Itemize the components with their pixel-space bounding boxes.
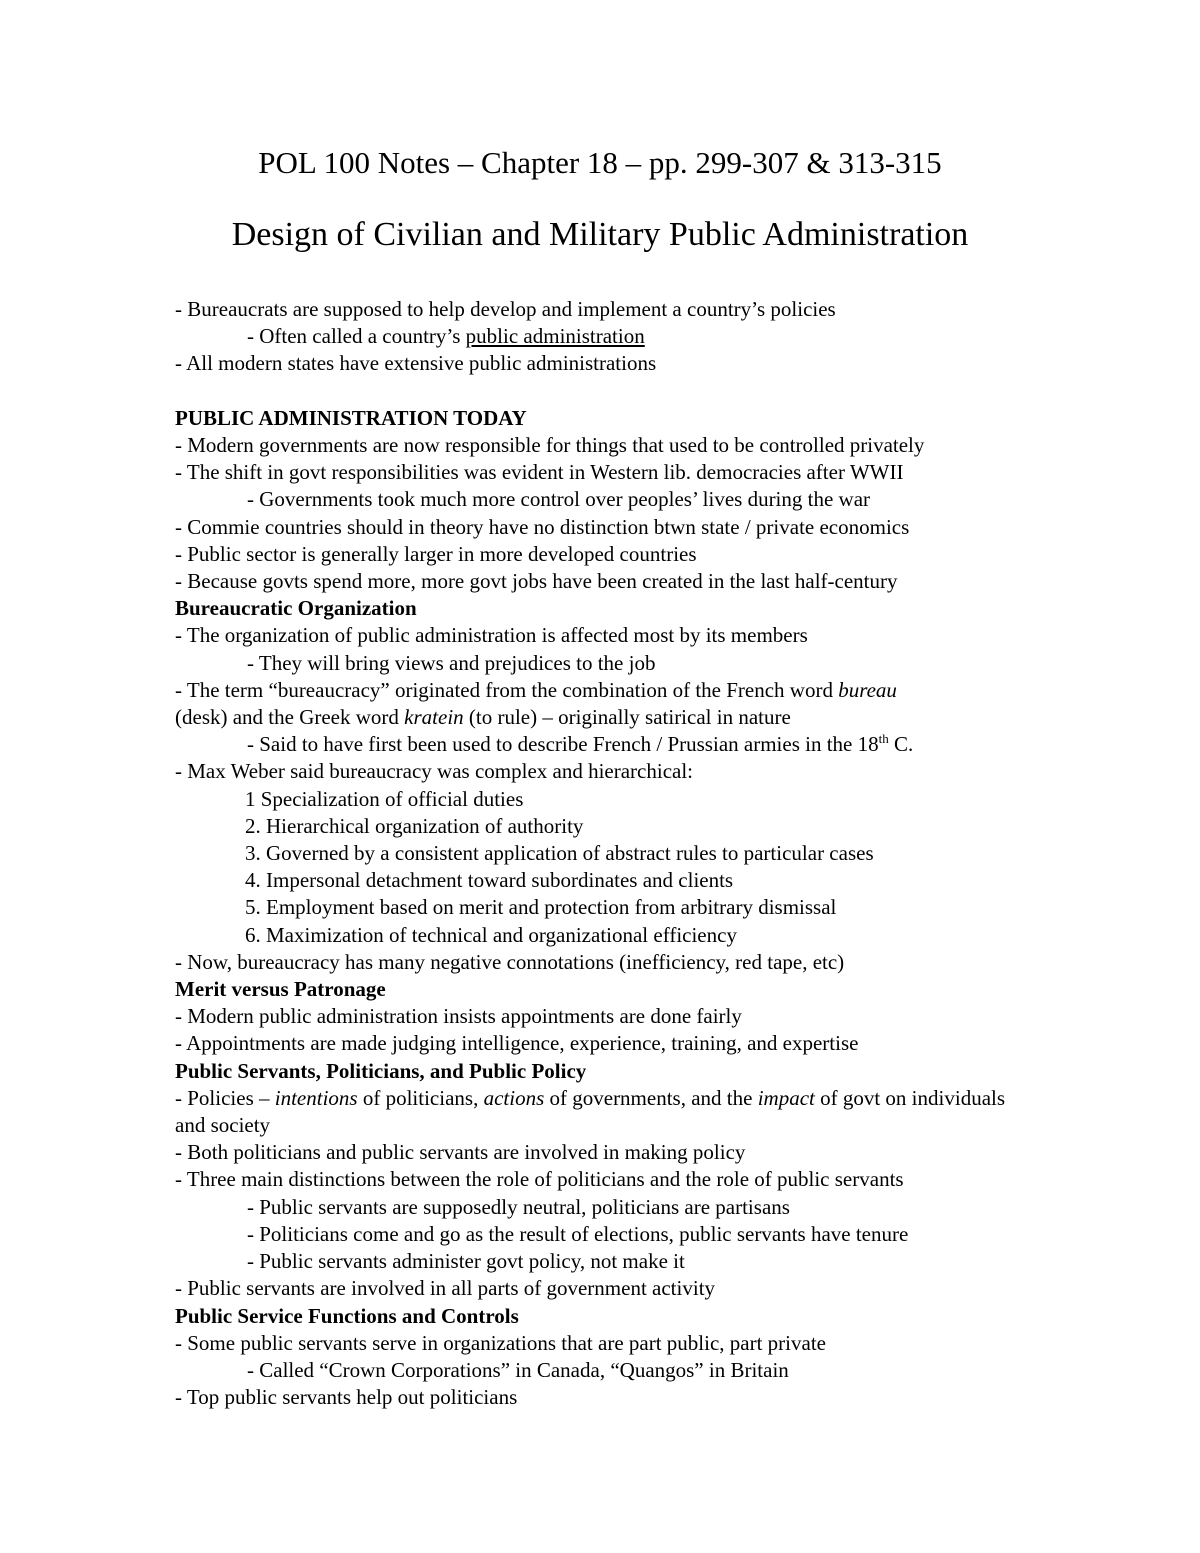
section-heading: Merit versus Patronage [175, 977, 386, 1002]
note-line: - Politicians come and go as the result of elections, public servants have tenure [247, 1221, 909, 1246]
note-line: - Commie countries should in theory have no distinction btwn state / private economics [175, 514, 910, 539]
weber-list-item: 4. Impersonal detachment toward subordinates and clients [245, 868, 734, 893]
note-line [175, 677, 1035, 731]
note-text: of governments, and the [544, 1085, 758, 1110]
blank-line [175, 378, 1035, 405]
italic-term: intentions [274, 1085, 358, 1110]
note-line: - Governments took much more control over peoples’ lives during the war [247, 487, 871, 512]
section-heading: Bureaucratic Organization [175, 596, 417, 621]
note-line: - Called “Crown Corporations” in Canada, “Quangos” in Britain [247, 1357, 789, 1382]
underlined-term: public administration [465, 324, 645, 349]
italic-term: actions [483, 1085, 545, 1110]
note-text: - The term “bureaucracy” originated from the combination of the French word [175, 677, 839, 702]
superscript: th [878, 731, 889, 747]
note-line: - Both politicians and public servants are involved in making policy [175, 1140, 746, 1165]
section-heading: PUBLIC ADMINISTRATION TODAY [175, 405, 527, 430]
note-line: - Now, bureaucracy has many negative connotations (inefficiency, red tape, etc) [175, 949, 845, 974]
note-line: - The organization of public administration is affected most by its members [175, 623, 808, 648]
note-text: - Said to have first been used to describe French / Prussian armies in the 18 [247, 732, 879, 757]
notes-body [175, 296, 1035, 1411]
note-text: of govt on individuals and society [175, 1085, 1006, 1138]
document-subtitle: Design of Civilian and Military Public Administration [231, 216, 969, 253]
weber-list-item: 5. Employment based on merit and protection from arbitrary dismissal [245, 895, 837, 920]
note-text: of politicians, [357, 1085, 484, 1110]
note-line: - Max Weber said bureaucracy was complex and hierarchical: [175, 759, 694, 784]
note-line: - Because govts spend more, more govt jobs have been created in the last half-century [175, 569, 898, 594]
note-line: - Three main distinctions between the role of politicians and the role of public servants [175, 1167, 904, 1192]
note-line [175, 1085, 1035, 1139]
note-line: - They will bring views and prejudices to the job [247, 650, 656, 675]
note-line [175, 323, 1035, 350]
note-line: - Some public servants serve in organizations that are part public, part private [175, 1330, 826, 1355]
note-text: C. [888, 732, 914, 757]
weber-list-item: 3. Governed by a consistent application of abstract rules to particular cases [245, 841, 874, 866]
note-text: (desk) and the Greek word [175, 705, 405, 730]
note-line: - Public servants are involved in all parts of government activity [175, 1276, 716, 1301]
italic-term: kratein [404, 705, 464, 730]
note-line: - Top public servants help out politicians [175, 1385, 518, 1410]
note-text: - Policies – [175, 1085, 275, 1110]
note-line: - Public sector is generally larger in more developed countries [175, 541, 697, 566]
note-text: - Often called a country’s [247, 324, 466, 349]
section-heading: Public Service Functions and Controls [175, 1303, 519, 1328]
weber-list-item: 6. Maximization of technical and organizational efficiency [245, 922, 737, 947]
weber-list-item: 2. Hierarchical organization of authority [245, 813, 584, 838]
section-heading: Public Servants, Politicians, and Public Policy [175, 1058, 587, 1083]
note-line: - Public servants are supposedly neutral, politicians are partisans [247, 1194, 790, 1219]
note-line: - Public servants administer govt policy, not make it [247, 1249, 685, 1274]
italic-term: impact [757, 1085, 815, 1110]
note-line: - Appointments are made judging intelligence, experience, training, and expertise [175, 1031, 859, 1056]
note-text: (to rule) – originally satirical in nature [463, 705, 791, 730]
note-line: - Modern governments are now responsible for things that used to be controlled privately [175, 433, 925, 457]
note-line [175, 731, 1035, 758]
weber-list-item: 1 Specialization of official duties [245, 786, 524, 811]
note-line: - Bureaucrats are supposed to help develop and implement a country’s policies [175, 297, 836, 321]
italic-term: bureau [838, 677, 897, 702]
note-line: - All modern states have extensive public administrations [175, 351, 657, 376]
note-line: - The shift in govt responsibilities was evident in Western lib. democracies after WWII [175, 460, 904, 485]
document-title: POL 100 Notes – Chapter 18 – pp. 299-307 & 313-315 [258, 145, 942, 180]
note-line: - Modern public administration insists appointments are done fairly [175, 1004, 742, 1029]
